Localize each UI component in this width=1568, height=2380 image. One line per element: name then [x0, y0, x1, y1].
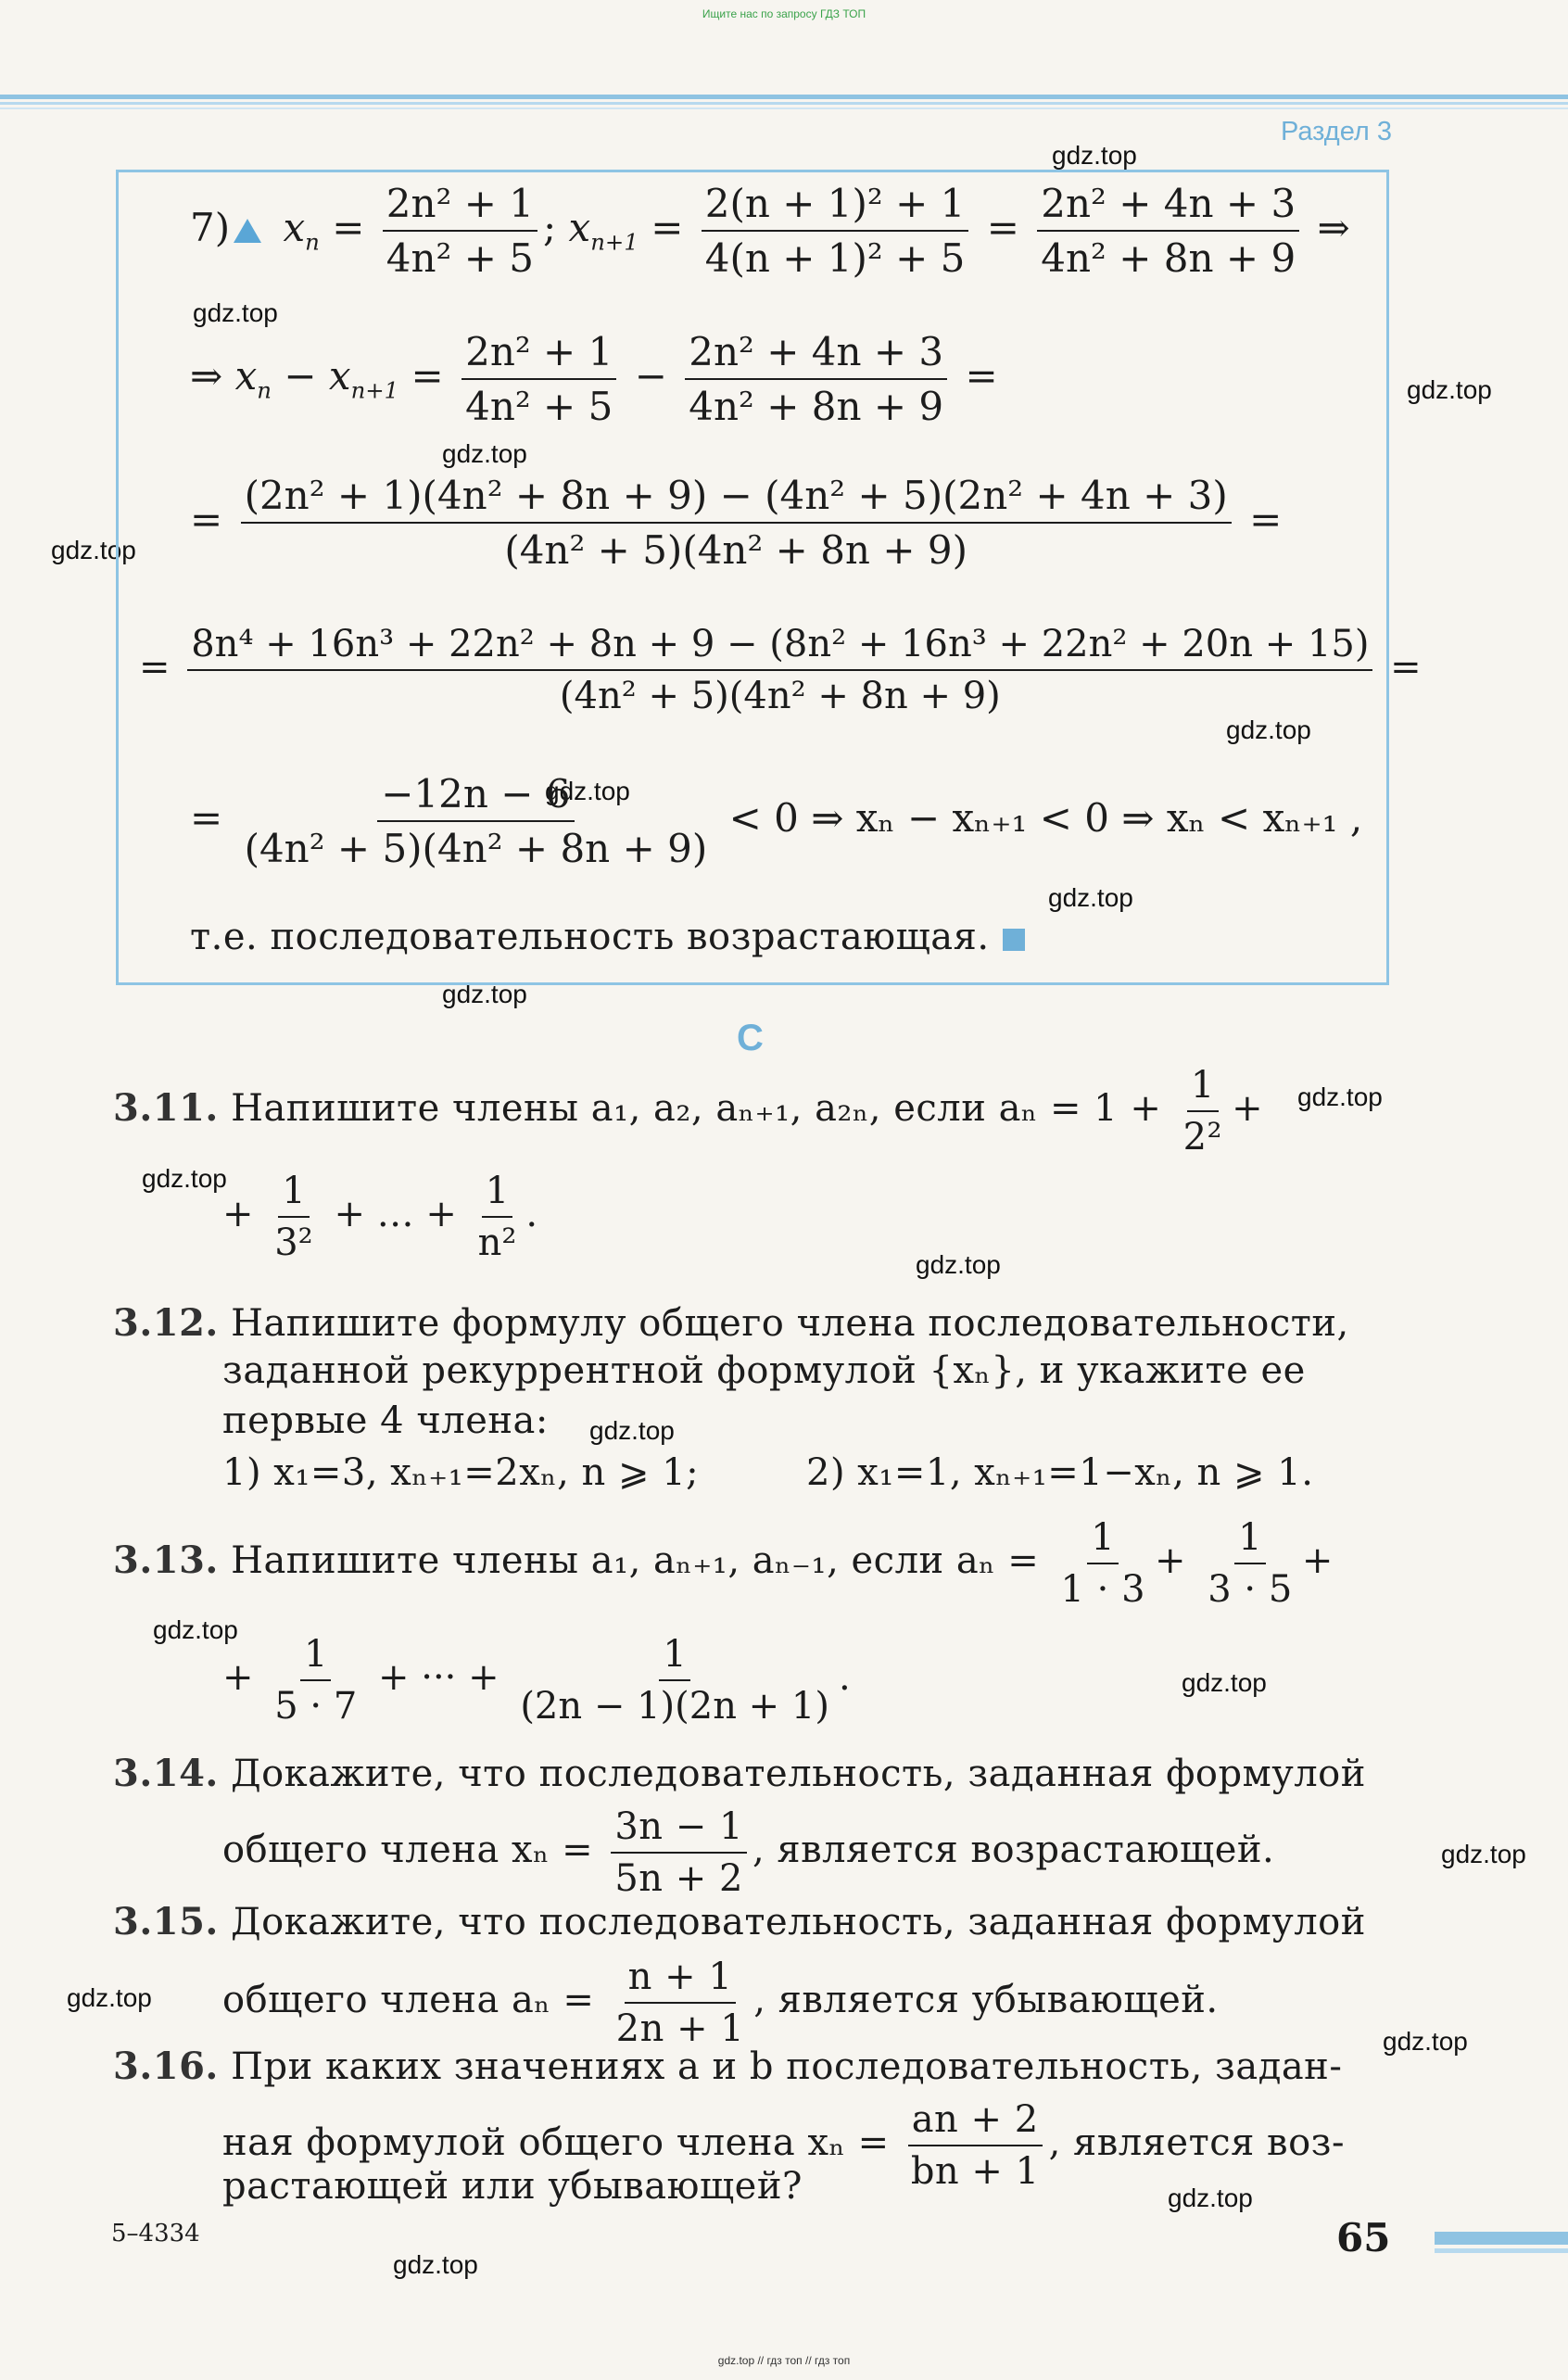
group-letter: С — [737, 1018, 764, 1058]
bottom-note: gdz.top // гдз топ // гдз топ — [717, 2354, 851, 2367]
end-square-icon — [1003, 929, 1025, 951]
watermark: gdz.top — [916, 1250, 1001, 1279]
start-triangle-icon — [234, 219, 261, 243]
fraction: $\frac{1}{(2n - 1)(2n + 1)}$ — [520, 1633, 829, 1728]
problem-3-13: 3.13. Напишите члены a₁, aₙ₊₁, aₙ₋₁, если aₙ = $\frac{1}{1 \cdot 3}$ + $\frac{1}{3 \cdot 5}$ + — [113, 1516, 1334, 1611]
problem-3-14: 3.14. Докажите, что последовательность, заданная формулой — [113, 1752, 1366, 1795]
watermark: gdz.top — [1226, 715, 1311, 744]
problem-3-12-part-1: 1) x₁=3, xₙ₊₁=2xₙ, n ⩾ 1; — [222, 1451, 700, 1494]
fraction: $\frac{n + 1}{2n + 1}$ — [615, 1956, 745, 2050]
solution-line-2: ⇒ $x_n - x_{n+1}$ = $\frac{\text{2n² + 1}}{\text{4n² + 5}}$ − $\frac{\text{2n² + 4n + 3}}{\text{4n² + 8n + 9}}$ = — [190, 329, 998, 429]
problem-3-13-line-2: + $\frac{1}{5 \cdot 7}$ + ··· + $\frac{1}{(2n - 1)(2n + 1)}$ . — [222, 1633, 851, 1728]
top-note: Ищите нас по запросу ГДЗ ТОП — [702, 7, 866, 20]
watermark: gdz.top — [442, 980, 527, 1008]
header-band — [0, 89, 1568, 117]
section-label: Раздел 3 — [1280, 117, 1392, 146]
watermark: gdz.top — [1168, 2184, 1253, 2212]
watermark: gdz.top — [51, 536, 136, 564]
problem-3-11: 3.11. Напишите члены a₁, a₂, aₙ₊₁, a₂ₙ, если aₙ = 1 + $\frac{1}{\text{2²}}$ + — [113, 1064, 1264, 1158]
footer-stripe — [1435, 2232, 1568, 2245]
solution-conclusion: т.е. последовательность возрастающая. — [190, 916, 1025, 958]
watermark: gdz.top — [1297, 1082, 1383, 1111]
fraction: $\frac{1}{\text{2²}}$ — [1182, 1064, 1223, 1158]
fraction: $\frac{1}{1 \cdot 3}$ — [1060, 1516, 1146, 1611]
problem-3-16-line-2: ная формулой общего члена xₙ = $\frac{an + 2}{bn + 1}$ , является воз- — [222, 2098, 1345, 2193]
solution-line-1: 7) $x_n$ = $\frac{\text{2n² + 1}}{\text{4n² + 5}}$ ; $x_{n+1}$ = $\frac{\text{2(n + 1)² + 1}}{\text{4(n + 1)² + 5}}$ = $\frac{\text{2n² + 4n + 3}}{\text{4n² + 8n + 9}}$ ⇒ — [190, 181, 1350, 281]
watermark: gdz.top — [1441, 1840, 1526, 1868]
watermark: gdz.top — [142, 1164, 227, 1193]
watermark: gdz.top — [67, 1983, 152, 2012]
fraction: $\frac{1}{5 \cdot 7}$ — [274, 1633, 358, 1728]
solution-line-5: = $\frac{-12n - 6}{\text{(4n² + 5)(4n² + 8n + 9)}}$ < 0 ⇒ xₙ − xₙ₊₁ < 0 ⇒ xₙ < xₙ₊₁ , — [190, 771, 1363, 871]
watermark: gdz.top — [1407, 375, 1492, 404]
problem-3-15: 3.15. Докажите, что последовательность, заданная формулой — [113, 1900, 1366, 1943]
fraction: $\frac{\text{2(n + 1)² + 1}}{\text{4(n + 1)² + 5}}$ — [702, 181, 969, 281]
fraction: $\frac{\text{2n² + 4n + 3}}{\text{4n² + 8n + 9}}$ — [685, 329, 947, 429]
print-code: 5–4334 — [111, 2220, 200, 2247]
fraction: $\frac{1}{\text{3²}}$ — [274, 1170, 313, 1264]
problem-3-14-line-2: общего члена xₙ = $\frac{3n - 1}{5n + 2}$ , является возрастающей. — [222, 1805, 1275, 1900]
fraction: $\frac{1}{3 \cdot 5}$ — [1208, 1516, 1293, 1611]
problem-3-16: 3.16. При каких значениях a и b последовательность, задан- — [113, 2045, 1343, 2088]
watermark: gdz.top — [1383, 2027, 1468, 2056]
fraction: $\frac{3n - 1}{5n + 2}$ — [611, 1805, 747, 1900]
footer-stripe — [1435, 2248, 1568, 2253]
solution-line-3: = $\frac{\text{(2n² + 1)(4n² + 8n + 9) − (4n² + 5)(2n² + 4n + 3)}}{\text{(4n² + 5)(4n² + 8n + 9)}}$ = — [190, 473, 1283, 573]
watermark: gdz.top — [1052, 141, 1137, 170]
watermark: gdz.top — [1048, 883, 1133, 912]
problem-3-12-line-3: первые 4 члена: — [222, 1399, 549, 1442]
fraction: $\frac{\text{(2n² + 1)(4n² + 8n + 9) − (4n² + 5)(2n² + 4n + 3)}}{\text{(4n² + 5)(4n² + 8n + 9)}}$ — [241, 473, 1232, 573]
fraction: $\frac{an + 2}{bn + 1}$ — [907, 2098, 1043, 2193]
solution-line-4: = $\frac{\text{8n⁴ + 16n³ + 22n² + 8n + 9 − (8n² + 16n³ + 22n² + 20n + 15)}}{\text{(4n² + 5)(4n² + 8n + 9)}}$ = — [139, 623, 1422, 717]
problem-3-12-line-2: заданной рекуррентной формулой {xₙ}, и укажите ее — [222, 1349, 1306, 1392]
fraction: $\frac{\text{8n⁴ + 16n³ + 22n² + 8n + 9 − (8n² + 16n³ + 22n² + 20n + 15)}}{\text{(4n² + 5)(4n² + 8n + 9)}}$ — [187, 623, 1372, 717]
watermark: gdz.top — [393, 2250, 478, 2279]
fraction: $\frac{\text{2n² + 4n + 3}}{\text{4n² + 8n + 9}}$ — [1037, 181, 1299, 281]
fraction: $\frac{\text{2n² + 1}}{\text{4n² + 5}}$ — [462, 329, 616, 429]
watermark: gdz.top — [589, 1416, 675, 1445]
fraction: $\frac{\text{2n² + 1}}{\text{4n² + 5}}$ — [383, 181, 537, 281]
watermark: gdz.top — [193, 298, 278, 327]
fraction: $\frac{-12n - 6}{\text{(4n² + 5)(4n² + 8n + 9)}}$ — [244, 771, 708, 871]
problem-3-12-part-2: 2) x₁=1, xₙ₊₁=1−xₙ, n ⩾ 1. — [806, 1451, 1314, 1494]
watermark: gdz.top — [545, 777, 630, 805]
problem-3-11-line-2: + $\frac{1}{\text{3²}}$ + … + $\frac{1}{\text{n²}}$ . — [222, 1170, 538, 1264]
fraction: $\frac{1}{\text{n²}}$ — [477, 1170, 517, 1264]
page-number: 65 — [1336, 2215, 1391, 2260]
problem-3-12: 3.12. Напишите формулу общего члена последовательности, — [113, 1301, 1349, 1345]
problem-3-15-line-2: общего члена aₙ = $\frac{n + 1}{2n + 1}$ , является убывающей. — [222, 1956, 1219, 2050]
item-label: 7) — [190, 205, 231, 250]
problem-3-16-line-3: растающей или убывающей? — [222, 2165, 803, 2208]
watermark: gdz.top — [153, 1615, 238, 1644]
watermark: gdz.top — [442, 439, 527, 468]
watermark: gdz.top — [1182, 1668, 1267, 1697]
